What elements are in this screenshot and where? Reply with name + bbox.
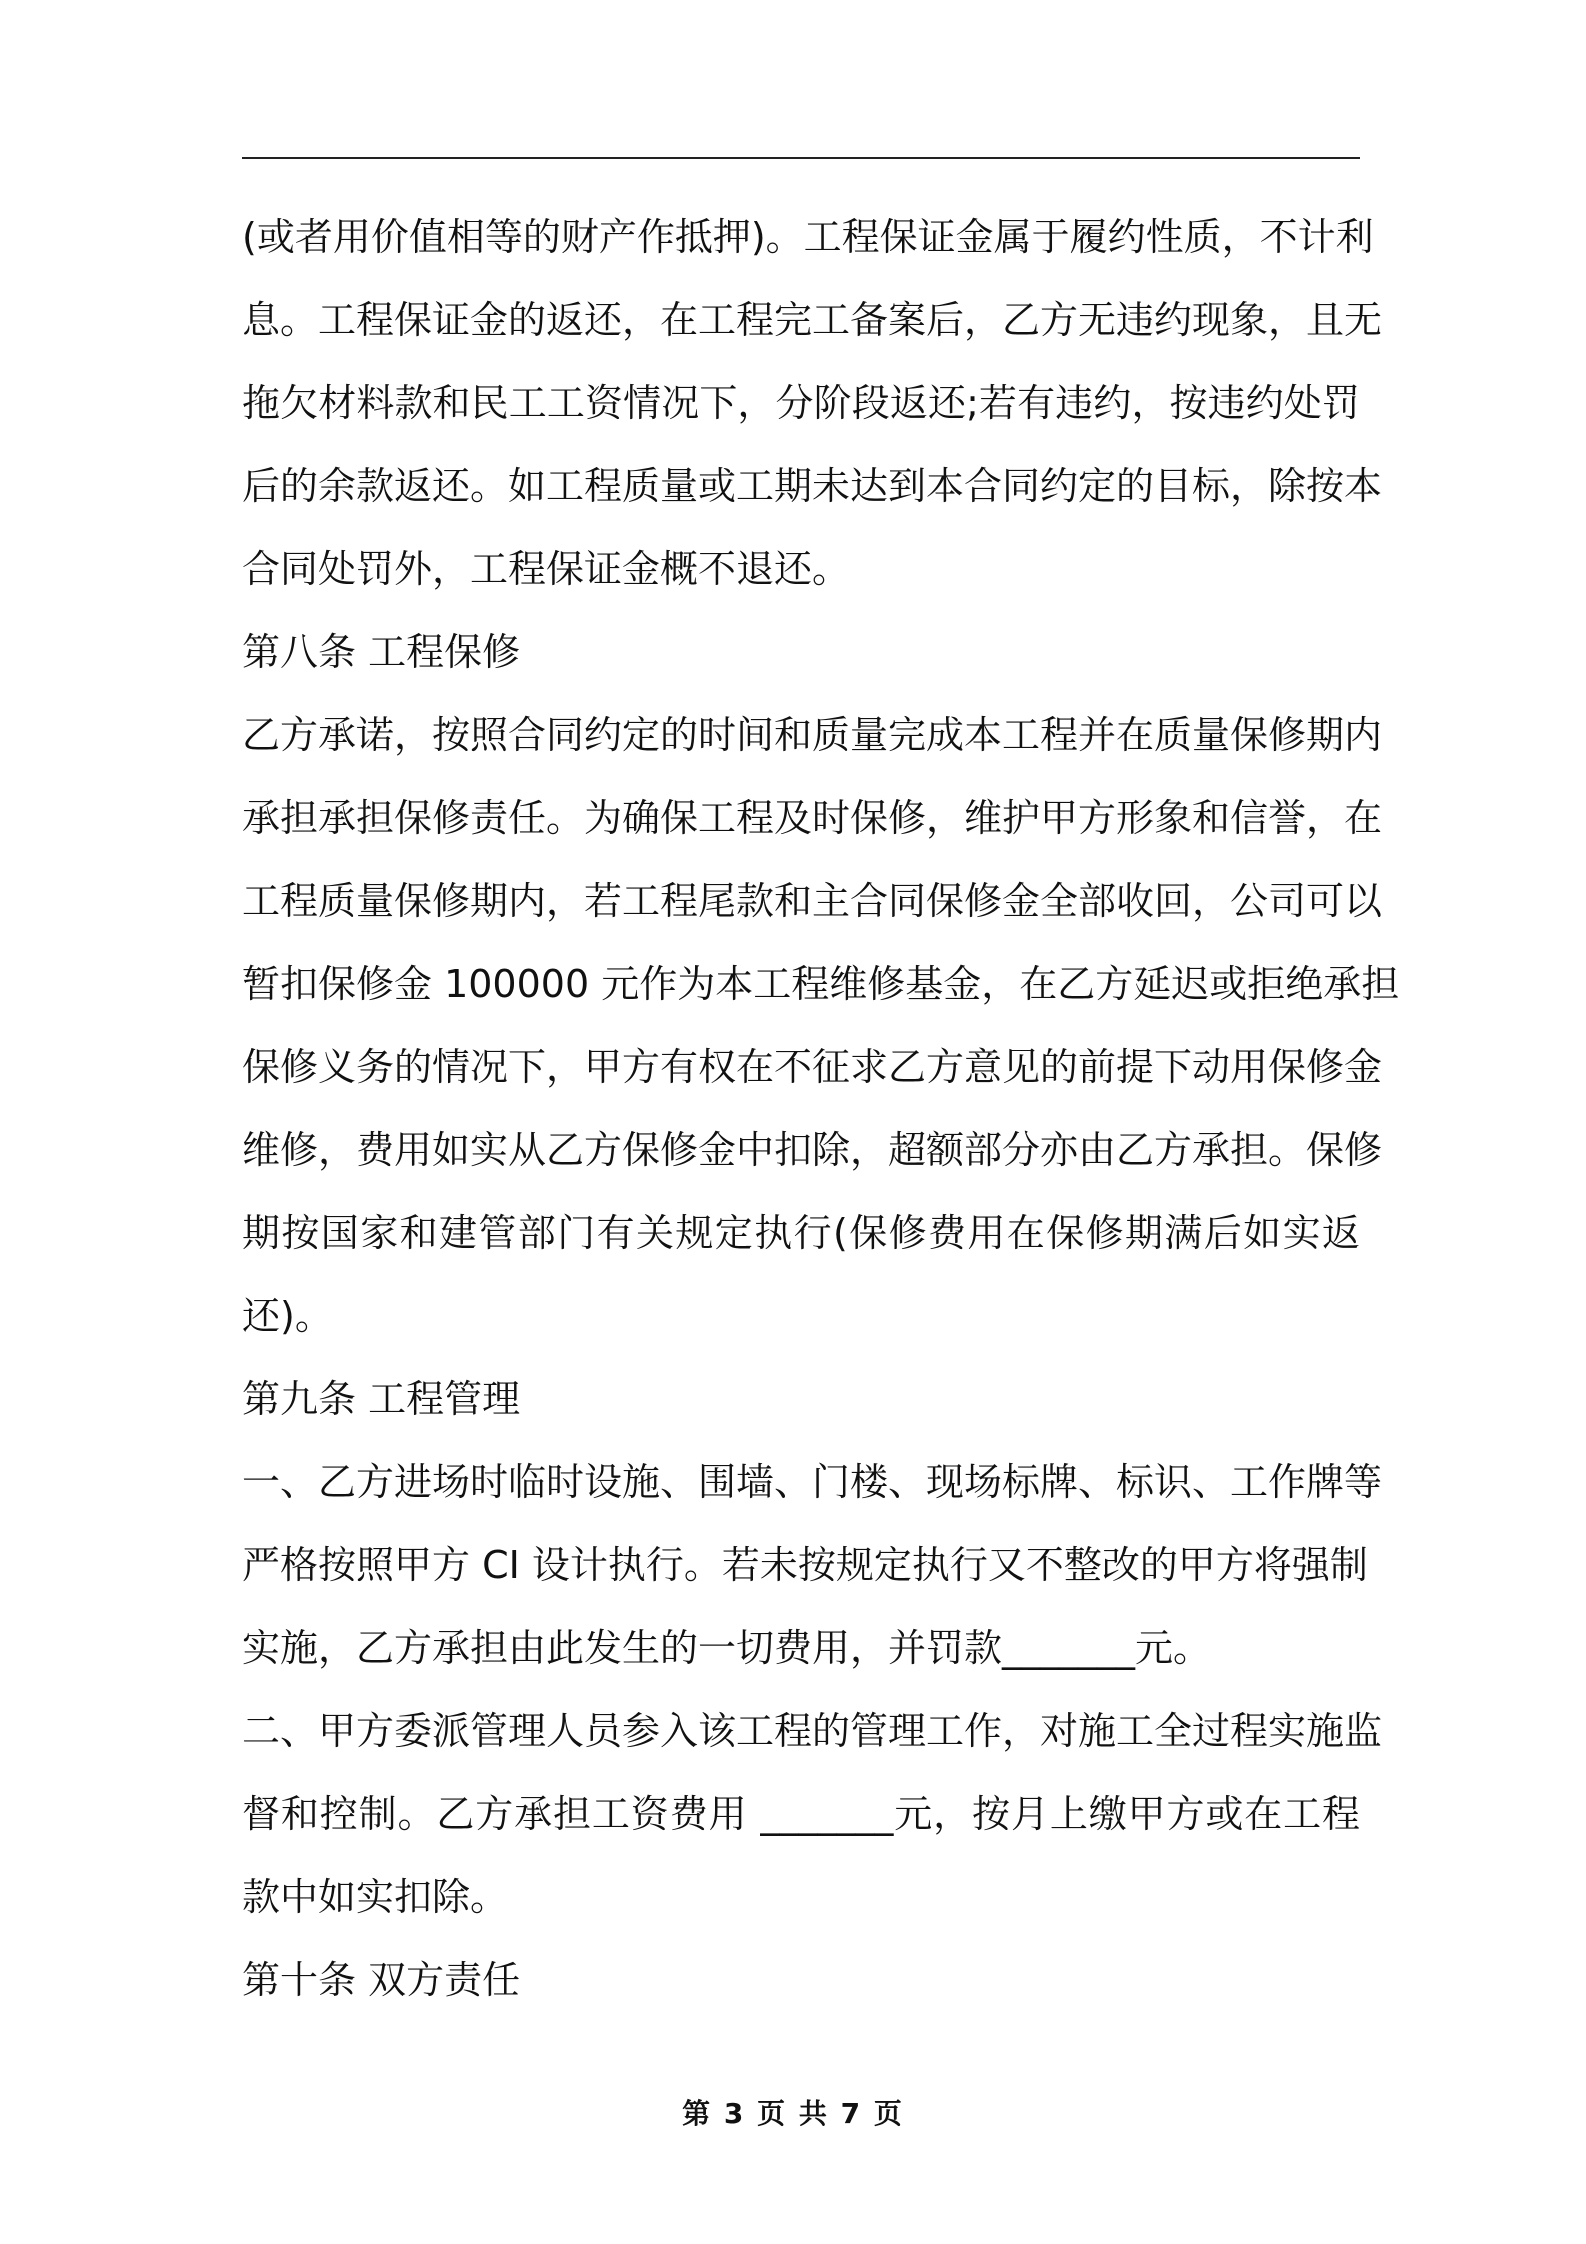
body-line-16: 一、乙方进场时临时设施、围墙、门楼、现场标牌、标识、工作牌等 <box>242 1460 1383 1504</box>
body-line-21: 款中如实扣除。 <box>242 1875 509 1919</box>
body-line-9: 工程质量保修期内，若工程尾款和主合同保修金全部收回，公司可以 <box>242 879 1383 923</box>
body-line-19: 二、甲方委派管理人员参入该工程的管理工作，对施工全过程实施监 <box>242 1709 1383 1753</box>
header-rule <box>242 157 1360 159</box>
body-line-17: 严格按照甲方 CI 设计执行。若未按规定执行又不整改的甲方将强制 <box>242 1543 1368 1587</box>
body-line-13: 期按国家和建管部门有关规定执行(保修费用在保修期满后如实返 <box>242 1211 1360 1255</box>
section-heading-10: 第十条 双方责任 <box>242 1958 521 2002</box>
body-line-12: 维修，费用如实从乙方保修金中扣除，超额部分亦由乙方承担。保修 <box>242 1128 1383 1172</box>
body-line-8: 承担承担保修责任。为确保工程及时保修，维护甲方形象和信誉，在 <box>242 796 1383 840</box>
body-line-2: 息。工程保证金的返还，在工程完工备案后，乙方无违约现象，且无 <box>242 298 1383 342</box>
body-line-20: 督和控制。乙方承担工资费用 _______元，按月上缴甲方或在工程 <box>242 1792 1360 1836</box>
body-line-1: (或者用价值相等的财产作抵押)。工程保证金属于履约性质，不计利 <box>242 215 1374 259</box>
body-line-14: 还)。 <box>242 1294 333 1338</box>
body-line-18: 实施，乙方承担由此发生的一切费用，并罚款_______元。 <box>242 1626 1212 1670</box>
page-number: 第 3 页 共 7 页 <box>682 2097 904 2130</box>
body-line-11: 保修义务的情况下，甲方有权在不征求乙方意见的前提下动用保修金 <box>242 1045 1383 1089</box>
document-body <box>242 196 1400 2022</box>
body-line-3: 拖欠材料款和民工工资情况下，分阶段返还;若有违约，按违约处罚 <box>242 381 1360 425</box>
body-line-7: 乙方承诺，按照合同约定的时间和质量完成本工程并在质量保修期内 <box>242 713 1383 757</box>
body-line-5: 合同处罚外，工程保证金概不退还。 <box>242 547 851 591</box>
section-heading-8: 第八条 工程保修 <box>242 630 521 674</box>
section-heading-9: 第九条 工程管理 <box>242 1377 521 1421</box>
body-line-10: 暂扣保修金 100000 元作为本工程维修基金，在乙方延迟或拒绝承担 <box>242 962 1400 1006</box>
body-line-4: 后的余款返还。如工程质量或工期未达到本合同约定的目标，除按本 <box>242 464 1383 508</box>
